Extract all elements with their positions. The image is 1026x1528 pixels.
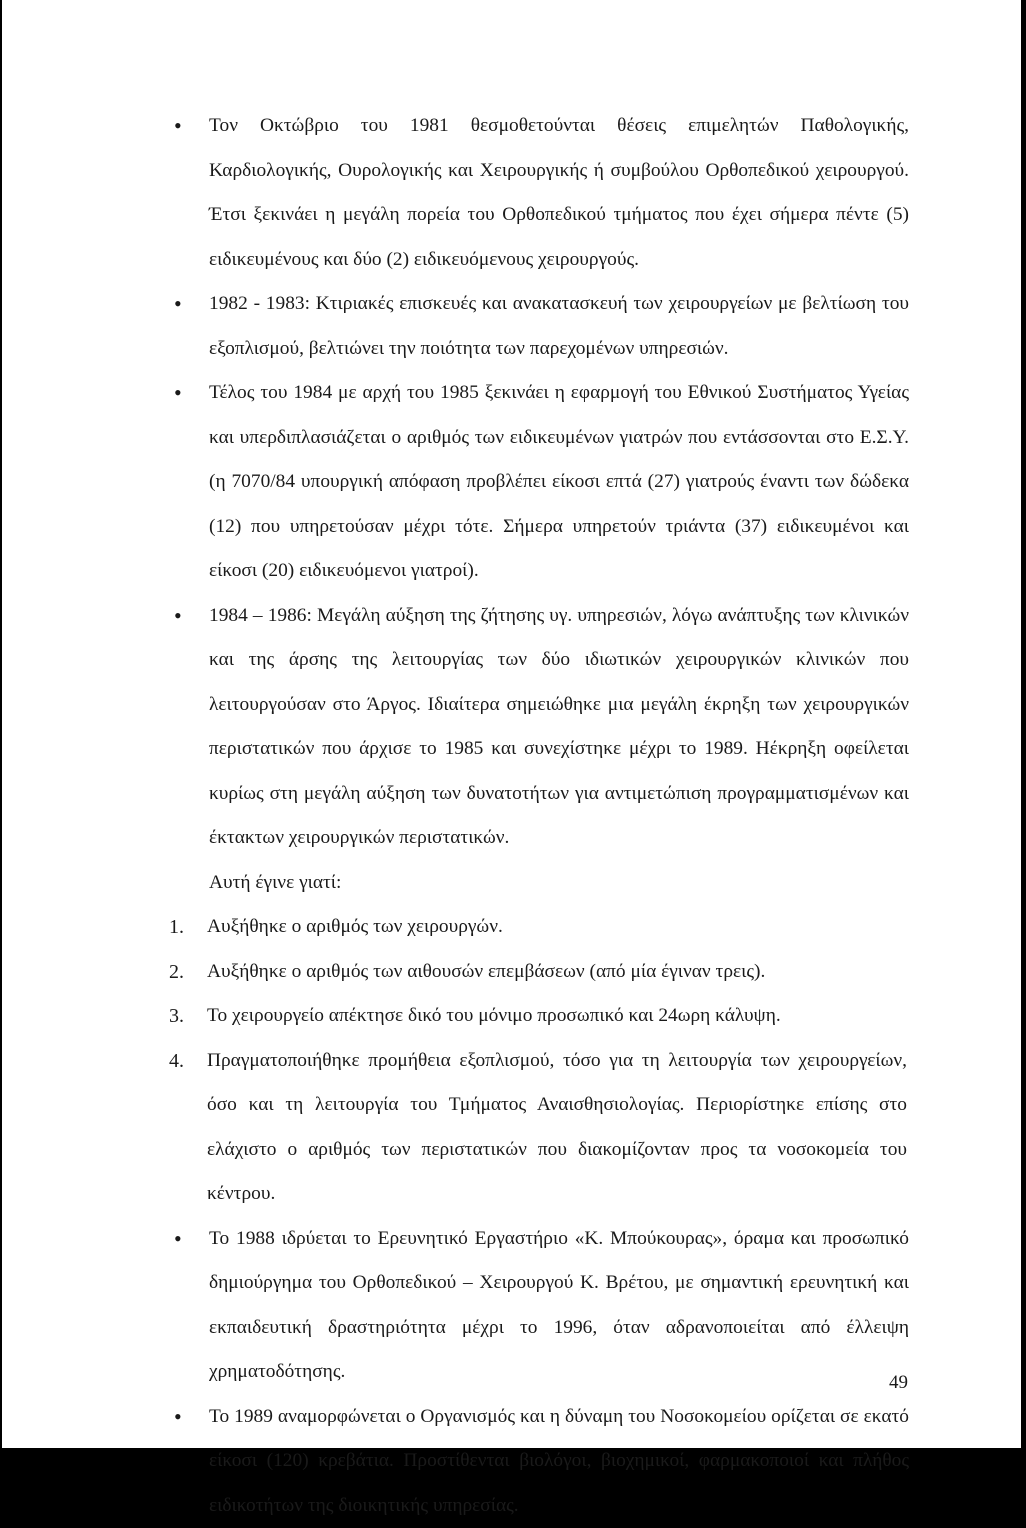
numbered-text: Αυξήθηκε ο αριθμός των αιθουσών επεμβάσεων (από μία έγιναν τρεις). — [207, 950, 907, 995]
page-content — [2, 104, 1026, 1528]
list-item-bullet — [2, 1217, 1026, 1395]
bullet-icon: • — [174, 371, 182, 416]
paragraph: Τέλος του 1984 με αρχή του 1985 ξεκινάει η εφαρμογή του Εθνικού Συστήματος Υγείας και υπερδιπλασιάζεται ο αριθμός των ειδικευμένων γιατρών που εντάσσονται στο Ε.Σ.Υ. (η 7070/84 υπουργική απόφαση προβλέπει είκοσι επτά (27) γιατρούς έναντι των δώδεκα (12) που υπηρετούσαν μέχρι τότε. Σήμερα υπηρετούν τριάντα (37) ειδικευμένοι και είκοσι (20) ειδικευόμενοι γιατροί). — [209, 371, 909, 594]
list-item-bullet — [2, 1395, 1026, 1528]
list-item-bullet — [2, 371, 1026, 594]
numbered-text: Το χειρουργείο απέκτησε δικό του μόνιμο προσωπικό και 24ωρη κάλυψη. — [207, 994, 907, 1039]
bullet-icon: • — [174, 594, 182, 639]
list-item-bullet — [2, 104, 1026, 282]
numbered-text: Πραγματοποιήθηκε προμήθεια εξοπλισμού, τόσο για τη λειτουργία των χειρουργείων, όσο και τη λειτουργία του Τμήματος Αναισθησιολογίας. Περιορίστηκε επίσης στο ελάχιστο ο αριθμός των περιστατικών που διακομίζονταν προς τα νοσοκομεία του κέντρου. — [207, 1039, 907, 1217]
paragraph: Το 1989 αναμορφώνεται ο Οργανισμός και η δύναμη του Νοσοκομείου ορίζεται σε εκατό είκοσι (120) κρεβάτια. Προστίθενται βιολόγοι, βιοχημικοί, φαρμακοποιοί και πλήθος ειδικοτήτων της διοικητικής υπηρεσίας. — [209, 1395, 909, 1528]
numbered-text: Αυξήθηκε ο αριθμός των χειρουργών. — [207, 905, 907, 950]
numbered-item — [2, 905, 1026, 950]
item-number: 1. — [169, 905, 184, 950]
list-item-bullet — [2, 594, 1026, 861]
reason-intro: Αυτή έγινε γιατί: — [209, 861, 909, 906]
bullet-icon: • — [174, 104, 182, 149]
bullet-icon: • — [174, 1217, 182, 1262]
item-number: 4. — [169, 1039, 184, 1084]
item-number: 3. — [169, 994, 184, 1039]
item-number: 2. — [169, 950, 184, 995]
numbered-item — [2, 950, 1026, 995]
bullet-icon: • — [174, 1395, 182, 1440]
paragraph: 1984 – 1986: Μεγάλη αύξηση της ζήτησης υγ. υπηρεσιών, λόγω ανάπτυξης των κλινικών και της άρσης της λειτουργίας των δύο ιδιωτικών χειρουργικών κλινικών που λειτουργούσαν στο Άργος. Ιδιαίτερα σημειώθηκε μια μεγάλη έκρηξη των χειρουργικών περιστατικών που άρχισε το 1985 και συνεχίστηκε μέχρι το 1989. Ηέκρηξη οφείλεται κυρίως στη μεγάλη αύξηση των δυνατοτήτων για αντιμετώπιση προγραμματισμένων και έκτακτων χειρουργικών περιστατικών. — [209, 594, 909, 861]
numbered-item — [2, 994, 1026, 1039]
reason-intro-line — [2, 861, 1026, 906]
page-number: 49 — [889, 1371, 908, 1395]
bullet-icon: • — [174, 282, 182, 327]
paragraph: Το 1988 ιδρύεται το Ερευνητικό Εργαστήριο «Κ. Μπούκουρας», όραμα και προσωπικό δημιούργημα του Ορθοπεδικού – Χειρουργού Κ. Βρέτου, με σημαντική ερευνητική και εκπαιδευτική δραστηριότητα μέχρι το 1996, όταν αδρανοποιείται από έλλειψη χρηματοδότησης. — [209, 1217, 909, 1395]
paragraph: Τον Οκτώβριο του 1981 θεσμοθετούνται θέσεις επιμελητών Παθολογικής, Καρδιολογικής, Ουρολογικής και Χειρουργικής ή συμβούλου Ορθοπεδικού χειρουργού. Έτσι ξεκινάει η μεγάλη πορεία του Ορθοπεδικού τμήματος που έχει σήμερα πέντε (5) ειδικευμένους και δύο (2) ειδικευόμενους χειρουργούς. — [209, 104, 909, 282]
list-item-bullet — [2, 282, 1026, 371]
numbered-item — [2, 1039, 1026, 1217]
paragraph: 1982 - 1983: Κτιριακές επισκευές και ανακατασκευή των χειρουργείων με βελτίωση του εξοπλισμού, βελτιώνει την ποιότητα των παρεχομένων υπηρεσιών. — [209, 282, 909, 371]
